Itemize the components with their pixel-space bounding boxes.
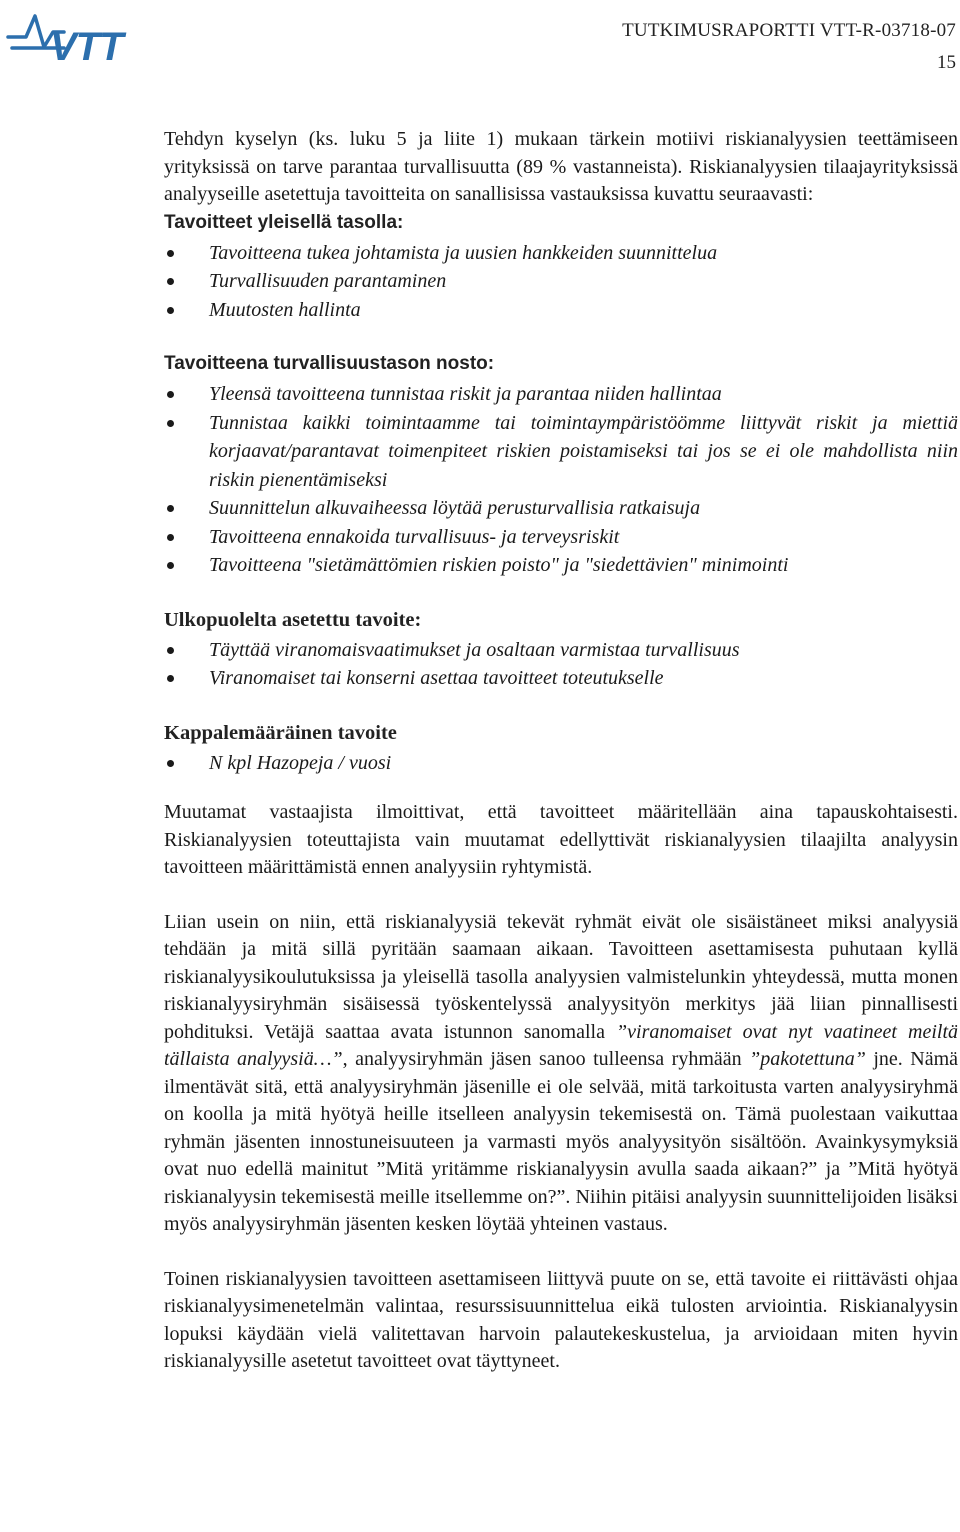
section-heading-general: Tavoitteet yleisellä tasolla: [164, 211, 404, 233]
page-number: 15 [937, 52, 956, 73]
bullet-list-general [164, 239, 958, 325]
bullet-icon [167, 675, 174, 682]
intro-paragraph: Tehdyn kyselyn (ks. luku 5 ja liite 1) mukaan tärkein motiivi riskianalyysien teettämiseen yrityksissä on tarve parantaa turvallisuutta (89 % vastanneista). Riskianalyysien tilaajayrityksissä analyyseille asetettuja tavoitteita on sanallisissa vastauksissa kuvattu seuraavasti: [164, 128, 958, 205]
bullet-icon [167, 420, 174, 427]
list-item: Turvallisuuden parantaminen [164, 267, 958, 296]
bullet-icon [167, 647, 174, 654]
vtt-logo-text: VTT [50, 25, 123, 66]
report-id: TUTKIMUSRAPORTTI VTT-R-03718-07 [622, 20, 956, 41]
list-item: Tavoitteena ennakoida turvallisuus- ja terveysriskit [164, 523, 958, 552]
bullet-icon [167, 391, 174, 398]
bullet-icon [167, 278, 174, 285]
bullet-list-safety-level [164, 380, 958, 580]
bullet-icon [167, 250, 174, 257]
list-item: Yleensä tavoitteena tunnistaa riskit ja parantaa niiden hallintaa [164, 380, 958, 409]
section-heading-external: Ulkopuolelta asetettu tavoite: [164, 608, 422, 631]
bullet-icon [167, 505, 174, 512]
bullet-icon [167, 760, 174, 767]
quote-authorities: ”viranomaiset ovat nyt vaatineet meiltä tällaista analyysiä…” [164, 1020, 959, 1070]
bullet-list-external [164, 636, 958, 693]
vtt-logo [4, 4, 164, 66]
list-item: Tavoitteena tukea johtamista ja uusien hankkeiden suunnittelua [164, 239, 958, 268]
list-item: Täyttää viranomaisvaatimukset ja osaltaan varmistaa turvallisuus [164, 636, 958, 665]
paragraph-group-understanding: Liian usein on niin, että riskianalyysiä tekevät ryhmät eivät ole sisäistäneet miksi analyysiä tehdään ja mitä sillä pyritään saamaan aikaan. Tavoitteen asettamisesta puhutaan kyllä riskianalyysikoulutuksissa ja yleisellä tasolla analyysien valmistelunkin yhteydessä, mutta monen riskianalyysiryhmän sisäisessä työskentelyssä analyysityön merkitys jää liian pinnallisesti pohdituksi. Vetäjä saattaa avata istunnon sanomalla ”viranomaiset ovat nyt vaatineet meiltä tällaista analyysiä…”, analyysiryhmän jäsen sanoo tulleensa ryhmään ”pakotettuna” jne. Nämä ilmentävät sitä, että analyysiryhmän jäsenille ei ole selvää, mitä tarkoitusta varten analyysiryhmä on koolla ja mitä hyötyä heille itselleen analyysin tekemisestä on. Tämä puolestaan vaikuttaa ryhmän jäsenten innostuneisuuteen ja varmasti myös analyysityön sisältöön. Avainkysymyksiä ovat nuo edellä mainitut ”Mitä yritämme riskianalyysin avulla saada aikaan?” ja ”Mitä hyötyä riskianalyysin tekemisestä meille itsellemme on?”. Niihin pitäisi analyysin suunnittelijoiden lisäksi myös analyysiryhmän jäsenten kesken löytää yhteinen vastaus. [164, 910, 959, 1235]
list-item: N kpl Hazopeja / vuosi [164, 749, 958, 778]
section-heading-quantity: Kappalemääräinen tavoite [164, 721, 397, 744]
bullet-icon [167, 562, 174, 569]
bullet-list-quantity [164, 749, 958, 778]
list-item: Suunnittelun alkuvaiheessa löytää perusturvallisia ratkaisuja [164, 494, 958, 523]
section-heading-safety-level: Tavoitteena turvallisuustason nosto: [164, 353, 495, 374]
list-item: Tavoitteena "sietämättömien riskien poisto" ja "siedettävien" minimointi [164, 551, 958, 580]
list-item: Viranomaiset tai konserni asettaa tavoitteet toteutukselle [164, 664, 958, 693]
bullet-icon [167, 534, 174, 541]
document-body [164, 126, 958, 1376]
list-item: Muutosten hallinta [164, 296, 958, 325]
quote-forced: ”pakotettuna” [749, 1048, 866, 1070]
paragraph-case-specific: Muutamat vastaajista ilmoittivat, että tavoitteet määritellään aina tapauskohtaisesti. Riskianalyysien toteuttajista vain muutamat edellyttivät riskianalyysien tilaajilta analyysin tavoitteen määrittämistä ennen analyysiin ryhtymistä. [164, 801, 958, 878]
list-item: Tunnistaa kaikki toimintaamme tai toimintaympäristöömme liittyvät riskit ja miettiä korjaavat/parantavat toimenpiteet riskien poistamiseksi tai jos se ei ole mahdollista niin riskin pienentämiseksi [164, 409, 958, 495]
bullet-icon [167, 307, 174, 314]
paragraph-method-selection: Toinen riskianalyysien tavoitteen asettamiseen liittyvä puute on se, että tavoite ei riittävästi ohjaa riskianalyysimenetelmän valintaa, resurssisuunnittelua eikä tulosten arviointia. Riskianalyysin lopuksi käydään vielä valitettavan harvoin palautekeskustelua, ja arvioidaan miten hyvin riskianalyysille asetetut tavoitteet ovat täyttyneet. [164, 1267, 958, 1372]
